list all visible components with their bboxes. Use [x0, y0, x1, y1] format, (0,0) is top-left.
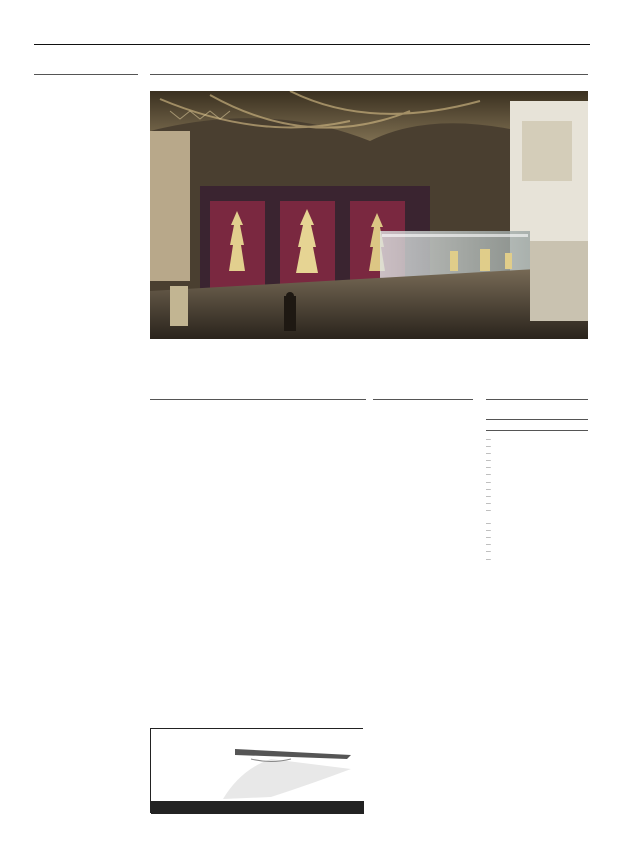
phone-entry: — — [486, 522, 491, 528]
museos-column-1 — [150, 405, 252, 415]
phone-entry: — — [486, 529, 491, 535]
feature-kicker — [150, 72, 588, 75]
phone-entry: — — [486, 480, 491, 486]
phone-entry: — — [486, 452, 491, 458]
phone-entry: — — [486, 494, 491, 500]
right-column — [486, 407, 588, 564]
farmacias-column — [373, 409, 473, 415]
phone-entry: — — [486, 543, 491, 549]
phone-entry: — — [486, 508, 491, 514]
phone-entry: — — [486, 459, 491, 465]
ad-graphic — [151, 729, 364, 814]
advertisement[interactable] — [150, 728, 363, 813]
phone-entry: — — [486, 536, 491, 542]
phone-entry: — — [486, 501, 491, 507]
farmacias-kicker — [373, 397, 473, 400]
fallecidos-kicker — [486, 397, 588, 400]
phone-entry: — — [486, 466, 491, 472]
museos-kicker — [150, 397, 366, 400]
hospitales-list — [486, 521, 588, 564]
page-header — [34, 33, 590, 45]
emergencias-list — [486, 437, 588, 515]
exhibition-photo — [150, 91, 588, 339]
photo-illustration — [150, 91, 588, 339]
phone-entry: — — [486, 445, 491, 451]
phone-entry: — — [486, 473, 491, 479]
left-column — [34, 88, 138, 96]
museos-column-2 — [262, 405, 364, 415]
phone-entry: — — [486, 438, 491, 443]
agenda-kicker — [486, 428, 588, 431]
phone-entry: — — [486, 557, 491, 563]
left-kicker — [34, 72, 138, 75]
phone-entry: — — [486, 550, 491, 556]
phone-entry: — — [486, 487, 491, 493]
trafico-kicker — [486, 417, 588, 420]
